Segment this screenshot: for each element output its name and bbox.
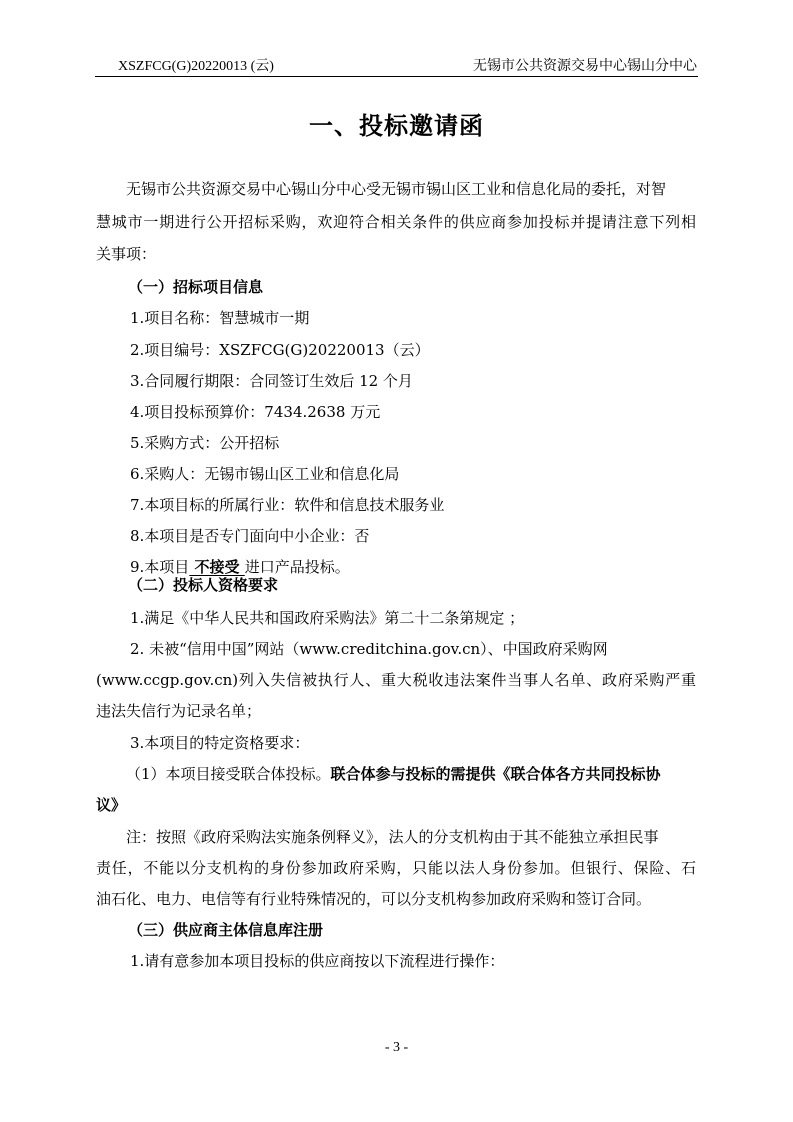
item9-prefix: 9.本项目 [130, 558, 190, 576]
intro-line-1: 无锡市公共资源交易中心锡山分中心受无锡市锡山区工业和信息化局的委托，对智 [126, 180, 667, 198]
section2-heading: （二）投标人资格要求 [128, 576, 279, 594]
note-line-1: 注：按照《政府采购法实施条例释义》，法人的分支机构由于其不能独立承担民事 [126, 828, 659, 846]
note-line-3: 油石化、电力、电信等有行业特殊情况的，可以分支机构参加政府采购和签订合同。 [96, 890, 652, 908]
page-title: 一、投标邀请函 [309, 112, 484, 140]
section1-item-1: 1.项目名称：智慧城市一期 [130, 309, 310, 327]
page-number: - 3 - [384, 1040, 409, 1055]
intro-line-3: 关事项： [96, 245, 157, 263]
section3-heading: （三）供应商主体信息库注册 [128, 921, 324, 939]
joint-bid-requirement-cont: 议》 [96, 796, 127, 814]
joint-bid-requirement: 联合体参与投标的需提供《联合体各方共同投标协 [330, 765, 661, 783]
section3-item-1: 1.请有意参加本项目投标的供应商按以下流程进行操作： [130, 952, 505, 970]
joint-bid-text: （1）本项目接受联合体投标。 [126, 765, 331, 783]
section1-item-6: 6.采购人：无锡市锡山区工业和信息化局 [130, 465, 400, 483]
note-line-2: 责任，不能以分支机构的身份参加政府采购，只能以法人身份参加。但银行、保险、石 [96, 859, 696, 877]
page-header-right: 无锡市公共资源交易中心锡山分中心 [473, 58, 697, 74]
section1-item-3: 3.合同履行期限：合同签订生效后 12 个月 [130, 372, 413, 390]
section2-item-2-line-3: 违法失信行为记录名单； [96, 702, 262, 720]
section2-item-2-line-1: 2. 未被“信用中国”网站（www.creditchina.gov.cn）、中国政府采购网 [130, 640, 608, 658]
page-header-left: XSZFCG(G)20220013 (云) [118, 59, 274, 74]
section1-item-5: 5.采购方式：公开招标 [130, 434, 280, 452]
section1-heading: （一）招标项目信息 [128, 278, 264, 296]
section2-item-1: 1.满足《中华人民共和国政府采购法》第二十二条第规定 ； [130, 609, 525, 627]
item9-emphasis: 不接受 [189, 558, 245, 576]
section1-item-8: 8.本项目是否专门面向中小企业：否 [130, 527, 370, 545]
item9-suffix: 进口产品投标。 [244, 558, 350, 576]
section2-item-3: 3.本项目的特定资格要求： [130, 734, 310, 752]
section1-item-7: 7.本项目标的所属行业：软件和信息技术服务业 [130, 496, 445, 514]
section2-item-2-line-2: (www.ccgp.gov.cn)列入失信被执行人、重大税收违法案件当事人名单、政府采购严重 [96, 671, 696, 689]
section1-item-4: 4.项目投标预算价：7434.2638 万元 [130, 403, 381, 421]
section1-item-2: 2.项目编号：XSZFCG(G)20220013（云） [130, 341, 430, 359]
intro-line-2: 慧城市一期进行公开招标采购，欢迎符合相关条件的供应商参加投标并提请注意下列相 [96, 213, 696, 231]
section2-item-3-1 [126, 763, 661, 784]
header-divider [95, 76, 698, 77]
